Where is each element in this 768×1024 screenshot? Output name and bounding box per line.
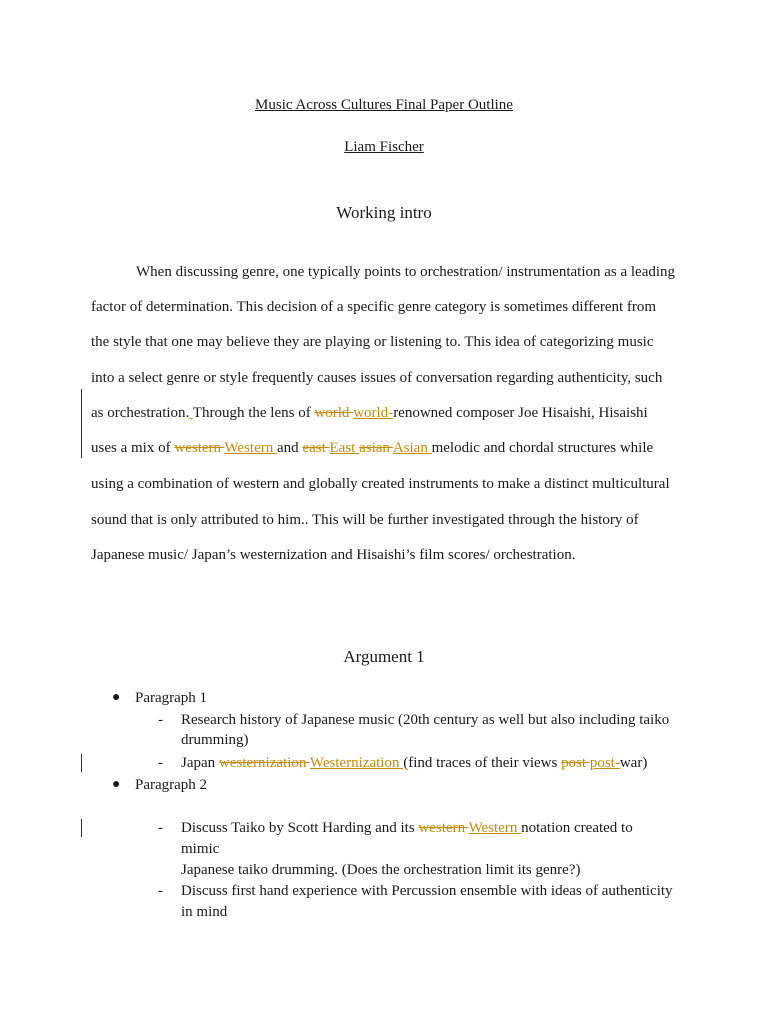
dash-icon: - [158,820,163,836]
list-item-continuation: mimic [181,841,220,857]
paragraph-2-label: Paragraph 2 [135,777,208,793]
intro-line-9: Japanese music/ Japan’s westernization and Hisaishi’s film scores/ orchestration. [91,547,576,563]
list-item-continuation: Japanese taiko drumming. (Does the orchestration limit its genre?) [181,862,581,878]
text-run: as orchestration. [91,405,190,421]
text-run: uses a mix of [91,440,175,456]
change-bar [81,754,82,772]
text-run: melodic and chordal structures while [431,440,654,456]
deleted-text: westernization [218,755,310,771]
deleted-text: east [302,440,330,456]
text-run: renowned composer Joe Hisaishi, Hisaishi [393,405,648,421]
intro-line-8: sound that is only attributed to him.. This will be further investigated through the history of [91,512,639,528]
deleted-text: post [561,755,590,771]
list-item [181,820,633,837]
text-run: Through the lens of [192,405,315,421]
intro-line-6 [91,440,691,457]
argument-heading: Argument 1 [343,647,425,666]
list-item-continuation: in mind [181,904,228,920]
intro-line-7: using a combination of western and globally created instruments to make a distinct multicultural [91,476,670,492]
list-item-continuation: drumming) [181,732,249,748]
inserted-text: world- [353,405,394,421]
intro-line-5 [91,405,691,422]
deleted-text: asian [359,440,393,456]
inserted-text: Western [224,440,277,456]
dash-icon: - [158,712,163,728]
change-bar [81,389,82,458]
text-run: notation created to [521,820,633,836]
list-item: Discuss first hand experience with Percussion ensemble with ideas of authenticity [181,883,673,899]
intro-line-2: factor of determination. This decision of a specific genre category is sometimes different from [91,299,657,315]
deleted-text: western [418,820,469,836]
bullet-icon: ● [112,777,121,792]
text-run: Discuss Taiko by Scott Harding and its [181,820,419,836]
intro-heading: Working intro [336,203,432,222]
list-item: Research history of Japanese music (20th century as well but also including taiko [181,712,670,728]
dash-icon: - [158,883,163,899]
dash-icon: - [158,755,163,771]
text-run: (find traces of their views [403,755,562,771]
deleted-text: western [174,440,225,456]
text-run: Japan [181,755,219,771]
text-run: war) [619,755,648,771]
bullet-icon: ● [112,690,121,705]
inserted-text: Western [468,820,522,836]
deleted-text: world [314,405,354,421]
list-item [181,755,647,772]
intro-line-1: When discussing genre, one typically points to orchestration/ instrumentation as a leading [136,264,676,280]
text-run: and [277,440,303,456]
inserted-text: Asian [392,440,432,456]
inserted-text: Westernization [309,755,404,771]
change-bar [81,819,82,837]
document-title: Music Across Cultures Final Paper Outline [255,97,513,113]
paragraph-1-label: Paragraph 1 [135,690,208,706]
inserted-text: East [329,440,360,456]
intro-line-3: the style that one may believe they are playing or listening to. This idea of categorizing music [91,334,654,350]
inserted-text: post- [589,755,620,771]
document-author: Liam Fischer [344,139,424,155]
intro-line-4: into a select genre or style frequently causes issues of conversation regarding authenticity, such [91,370,663,386]
